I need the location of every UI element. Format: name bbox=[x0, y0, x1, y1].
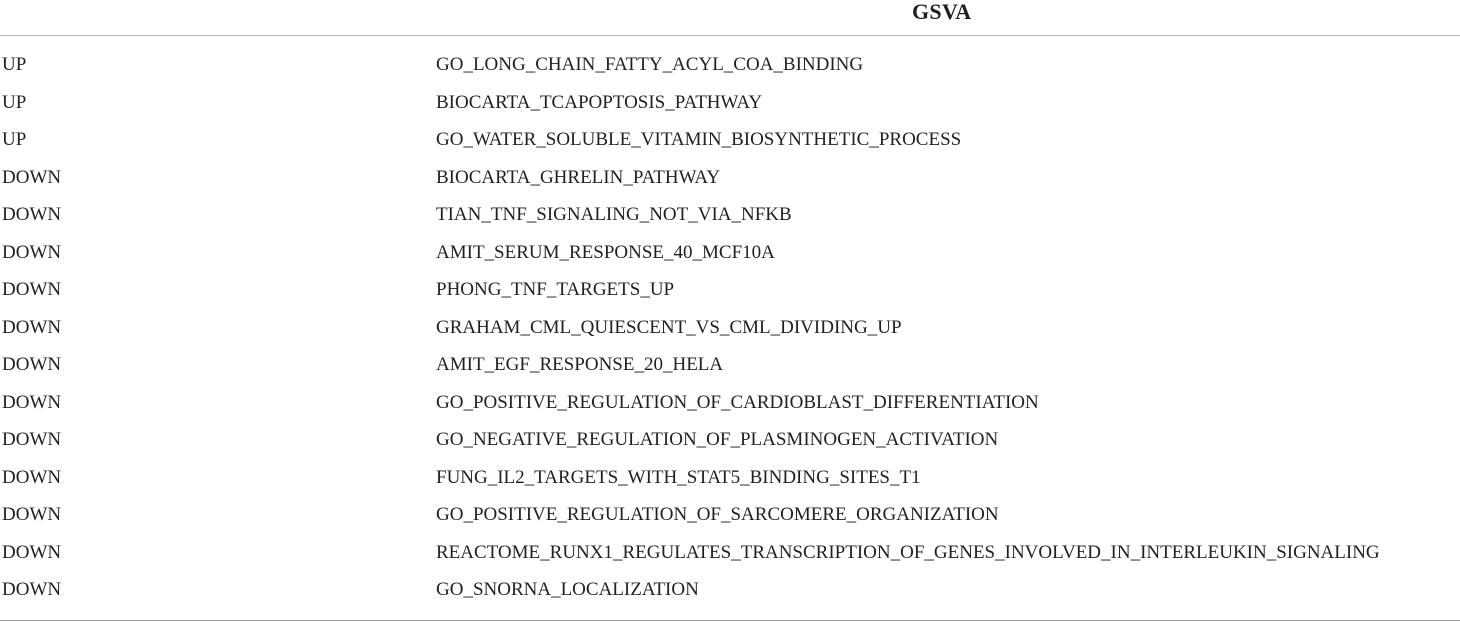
table-row bbox=[0, 496, 1460, 534]
pathway-cell: BIOCARTA_TCAPOPTOSIS_PATHWAY bbox=[436, 91, 763, 113]
direction-cell: DOWN bbox=[2, 504, 62, 525]
column-header-gsva: GSVA bbox=[912, 0, 972, 24]
table-body bbox=[0, 46, 1460, 609]
table-row bbox=[0, 346, 1460, 384]
table-row bbox=[0, 534, 1460, 572]
pathway-cell: GO_NEGATIVE_REGULATION_OF_PLASMINOGEN_ACTIVATION bbox=[436, 429, 999, 450]
table-row bbox=[0, 309, 1460, 347]
direction-cell: DOWN bbox=[2, 579, 62, 600]
direction-cell: DOWN bbox=[2, 541, 62, 563]
table-row bbox=[0, 234, 1460, 272]
direction-cell: DOWN bbox=[2, 241, 62, 263]
pathway-cell: REACTOME_RUNX1_REGULATES_TRANSCRIPTION_OF_GENES_INVOLVED_IN_INTERLEUKIN_SIGNALING bbox=[436, 541, 1380, 563]
direction-cell: DOWN bbox=[2, 316, 62, 338]
table-row bbox=[0, 421, 1460, 459]
pathway-cell: GRAHAM_CML_QUIESCENT_VS_CML_DIVIDING_UP bbox=[436, 316, 902, 338]
direction-cell: UP bbox=[2, 129, 27, 150]
table-row bbox=[0, 271, 1460, 309]
direction-cell: DOWN bbox=[2, 466, 62, 488]
table-header bbox=[0, 0, 1460, 36]
pathway-cell: GO_LONG_CHAIN_FATTY_ACYL_COA_BINDING bbox=[436, 54, 864, 75]
direction-cell: UP bbox=[2, 91, 27, 113]
direction-cell: DOWN bbox=[2, 429, 62, 450]
direction-cell: DOWN bbox=[2, 354, 62, 375]
direction-cell: DOWN bbox=[2, 391, 62, 413]
pathway-cell: TIAN_TNF_SIGNALING_NOT_VIA_NFKB bbox=[436, 204, 792, 225]
pathway-cell: GO_SNORNA_LOCALIZATION bbox=[436, 579, 699, 600]
pathway-cell: AMIT_SERUM_RESPONSE_40_MCF10A bbox=[436, 241, 775, 263]
pathway-cell: FUNG_IL2_TARGETS_WITH_STAT5_BINDING_SITES_T1 bbox=[436, 466, 921, 488]
direction-cell: DOWN bbox=[2, 204, 62, 225]
pathway-cell: GO_POSITIVE_REGULATION_OF_SARCOMERE_ORGANIZATION bbox=[436, 504, 999, 525]
pathway-cell: GO_WATER_SOLUBLE_VITAMIN_BIOSYNTHETIC_PROCESS bbox=[436, 129, 962, 150]
pathway-cell: AMIT_EGF_RESPONSE_20_HELA bbox=[436, 354, 724, 375]
table-row bbox=[0, 84, 1460, 122]
table-row bbox=[0, 196, 1460, 234]
direction-cell: DOWN bbox=[2, 279, 62, 300]
table-row bbox=[0, 46, 1460, 84]
direction-cell: DOWN bbox=[2, 166, 62, 188]
pathway-cell: PHONG_TNF_TARGETS_UP bbox=[436, 279, 675, 300]
table-row bbox=[0, 384, 1460, 422]
table-bottom-rule bbox=[0, 620, 1460, 621]
pathway-cell: GO_POSITIVE_REGULATION_OF_CARDIOBLAST_DIFFERENTIATION bbox=[436, 391, 1039, 413]
table-row bbox=[0, 571, 1460, 609]
pathway-cell: BIOCARTA_GHRELIN_PATHWAY bbox=[436, 166, 721, 188]
direction-cell: UP bbox=[2, 54, 27, 75]
table-row bbox=[0, 459, 1460, 497]
table-row bbox=[0, 159, 1460, 197]
table-row bbox=[0, 121, 1460, 159]
